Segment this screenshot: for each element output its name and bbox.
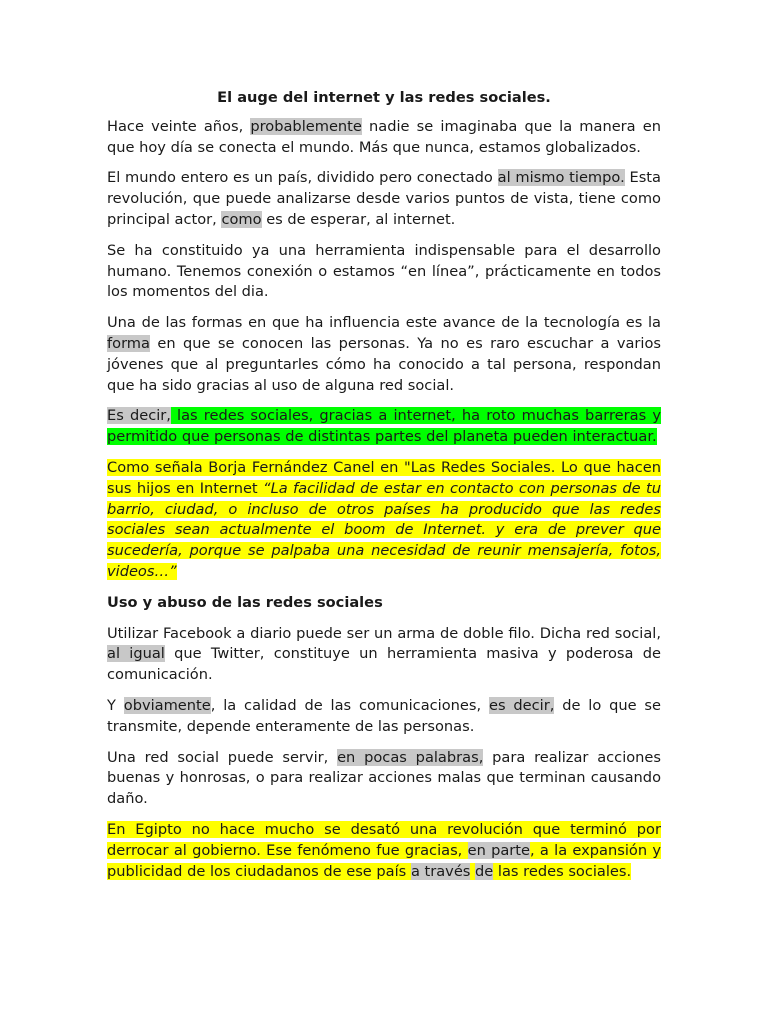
paragraph-9: Una red social puede servir, en pocas palabras, para realizar acciones buenas y honrosas, o para realizar acciones malas que terminan causando daño. <box>107 748 662 808</box>
highlighted-word: Es decir, <box>107 407 171 425</box>
highlighted-word: de <box>475 862 494 880</box>
quoted-text: “La facilidad de estar en contacto con personas de tu barrio, ciudad, o incluso de otros países ha producido que las redes sociales sean actualmente el boom de Internet. y era de prever que sucedería, porque se palpaba una necesidad de reunir mensajería, fotos, videos…” <box>107 479 661 580</box>
paragraph-10: En Egipto no hace mucho se desató una revolución que terminó por derrocar al gobierno. Ese fenómeno fue gracias, en parte, a la expansión y publicidad de los ciudadanos de ese país a través de las redes sociales. <box>107 820 661 880</box>
highlighted-word: como <box>221 210 262 228</box>
highlighted-word: a través <box>410 862 471 880</box>
paragraph-5 <box>107 406 661 448</box>
highlighted-word: probablemente <box>250 117 362 135</box>
highlighted-word: es decir, <box>488 696 555 714</box>
green-highlight: las redes sociales, gracias a internet, ha roto muchas barreras y permitido que personas de distintas partes del planeta pueden interactuar. <box>107 407 661 446</box>
paragraph-8: Y obviamente, la calidad de las comunicaciones, es decir, de lo que se transmite, depende enteramente de las personas. <box>107 696 662 735</box>
highlighted-word: en parte <box>467 841 531 859</box>
paragraph-4: Una de las formas en que ha influencia este avance de la tecnología es la forma en que se conocen las personas. Ya no es raro escuchar a varios jóvenes que al preguntarles cómo ha conocido a tal persona, respondan que ha sido gracias al uso de alguna red social. <box>107 314 661 394</box>
paragraph-3: Se ha constituido ya una herramienta indispensable para el desarrollo humano. Tenemos conexión o estamos “en línea”, prácticamente en todos los momentos del dia. <box>107 241 661 301</box>
document-body <box>107 88 661 892</box>
paragraph-1: Hace veinte años, probablemente nadie se imaginaba que la manera en que hoy día se conecta el mundo. Más que nunca, estamos globalizados. <box>107 117 661 156</box>
paragraph-6-quote <box>107 458 661 583</box>
yellow-highlight: Como señala Borja Fernández Canel en "Las Redes Sociales. Lo que hacen sus hijos en Internet <box>107 458 661 497</box>
highlighted-word: en pocas palabras, <box>337 748 484 766</box>
document-title: El auge del internet y las redes sociales. <box>217 89 551 106</box>
paragraph-2: El mundo entero es un país, dividido pero conectado al mismo tiempo. Esta revolución, que puede analizarse desde varios puntos de vista, tiene como principal actor, como es de esperar, al internet. <box>107 169 661 228</box>
section-heading: Uso y abuso de las redes sociales <box>107 593 383 611</box>
highlighted-word: al mismo tiempo. <box>497 169 625 187</box>
highlighted-word: al igual <box>107 645 165 663</box>
highlighted-word: obviamente <box>123 696 211 714</box>
paragraph-7: Utilizar Facebook a diario puede ser un arma de doble filo. Dicha red social, al igual que Twitter, constituye un herramienta masiva y poderosa de comunicación. <box>107 624 661 684</box>
highlighted-word: forma <box>107 334 150 352</box>
